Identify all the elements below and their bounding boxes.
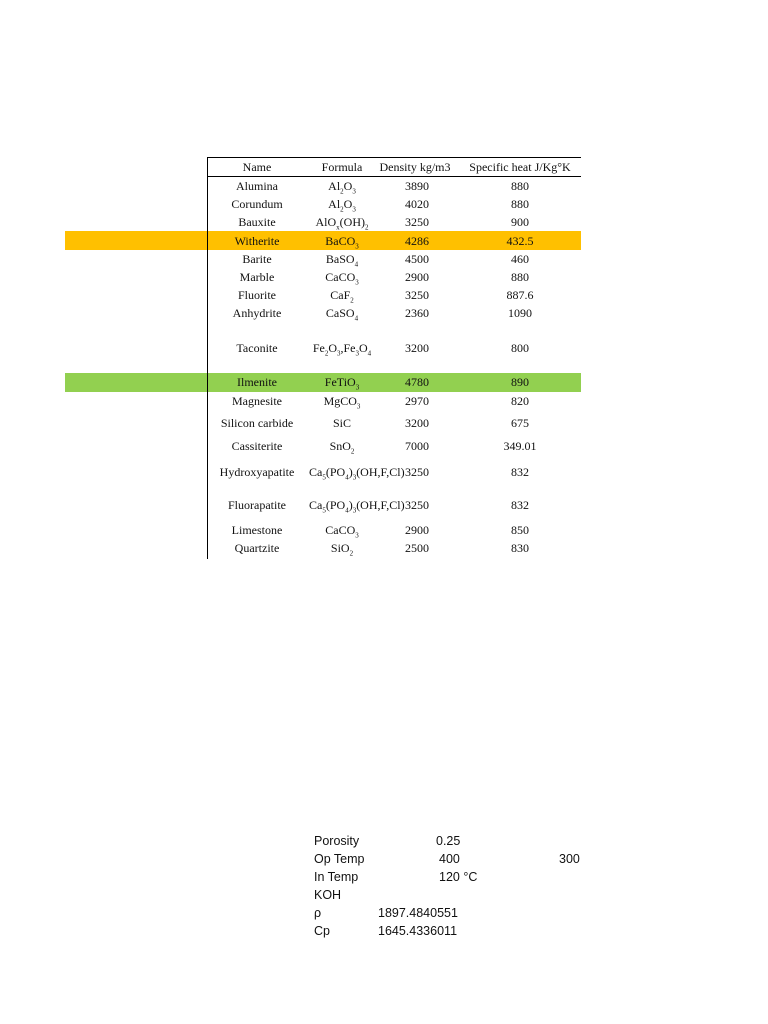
table-row-formula: $AlO_x(OH)_2$ xyxy=(315,215,369,232)
table-row-name: Fluorite xyxy=(238,288,276,302)
header-divider xyxy=(207,176,581,177)
table-row-density: 2900 xyxy=(405,270,429,284)
formula-subscript: 4 xyxy=(367,349,372,358)
formula-subscript: 5 xyxy=(322,506,326,515)
porosity-label: Porosity xyxy=(314,834,360,848)
table-row-specific-heat: 900 xyxy=(511,215,529,229)
formula-subscript: 3 xyxy=(355,349,359,358)
op-temp-label: Op Temp xyxy=(314,852,365,866)
table-row-specific-heat: 832 xyxy=(511,465,529,479)
formula-subscript: 4 xyxy=(354,260,359,269)
header-formula: Formula xyxy=(321,160,363,174)
table-row-specific-heat: 880 xyxy=(511,270,529,284)
table-row-name: Hydroxyapatite xyxy=(219,465,295,479)
cp-label: Cp xyxy=(314,924,330,938)
table-row-density: 4500 xyxy=(405,252,429,266)
table-row-specific-heat: 880 xyxy=(511,197,529,211)
formula-subscript: 2 xyxy=(350,296,354,305)
table-row-name: Corundum xyxy=(231,197,283,211)
table-row-name: Alumina xyxy=(236,179,278,193)
table-row-density: 3250 xyxy=(405,465,429,479)
table-row-density: 2500 xyxy=(405,541,429,555)
rho-label: ρ xyxy=(314,906,322,920)
table-row-name: Silicon carbide xyxy=(220,416,294,430)
table-row-formula: $Fe_2O_3,Fe_3O_4$ xyxy=(312,341,372,358)
formula-subscript: 2 xyxy=(324,349,329,358)
table-row-name: Taconite xyxy=(236,341,278,355)
op-temp-value: 400 xyxy=(439,852,460,866)
formula-subscript: 3 xyxy=(352,506,357,515)
table-row-name: Anhydrite xyxy=(232,306,282,320)
table-row-name: Bauxite xyxy=(238,215,276,229)
table-row-formula: MgCO$_3$ xyxy=(323,394,361,411)
table-row-specific-heat: 1090 xyxy=(508,306,532,320)
table-row-density: 3200 xyxy=(405,416,429,430)
table-row-specific-heat: 832 xyxy=(511,498,529,512)
in-temp-label: In Temp xyxy=(314,870,359,884)
formula-subscript: 2 xyxy=(349,549,354,558)
table-row-density: 4020 xyxy=(405,197,429,211)
formula-subscript: 4 xyxy=(354,314,359,323)
table-row-formula: $Al_2O_3$ xyxy=(328,179,356,196)
formula-subscript: 4 xyxy=(345,506,349,515)
table-row-name: Fluorapatite xyxy=(228,498,286,512)
table-row-density: 3250 xyxy=(405,215,429,229)
table-row-specific-heat: 675 xyxy=(511,416,529,430)
formula-subscript: 5 xyxy=(322,473,326,482)
table-row-name: Cassiterite xyxy=(231,439,283,453)
table-row-specific-heat: 890 xyxy=(511,375,529,389)
in-temp-value: 120 °C xyxy=(439,870,478,884)
table-row-formula: CaF$_2$ xyxy=(330,288,354,305)
porosity-value: 0.25 xyxy=(436,834,461,848)
formula-subscript: 2 xyxy=(340,187,344,196)
table-row-density: 3890 xyxy=(405,179,429,193)
op-temp-extra: 300 xyxy=(559,852,580,866)
formula-subscript: 3 xyxy=(352,205,356,214)
formula-subscript: 3 xyxy=(352,187,356,196)
table-row-name: Barite xyxy=(242,252,272,266)
table-row-formula: SiC xyxy=(332,416,352,430)
table-row-specific-heat: 820 xyxy=(511,394,529,408)
table-row-density: 4780 xyxy=(405,375,429,389)
table-row-density: 7000 xyxy=(405,439,429,453)
table-row-name: Magnesite xyxy=(232,394,282,408)
table-row-formula: CaCO$_3$ xyxy=(325,523,359,540)
table-row-density: 3250 xyxy=(405,498,429,512)
cp-value: 1645.4336011 xyxy=(378,924,458,938)
table-row-formula: $Al_2O_3$ xyxy=(328,197,356,214)
table-row-name: Witherite xyxy=(234,234,280,248)
table-row-name: Quartzite xyxy=(234,541,280,555)
table-row-specific-heat: 349.01 xyxy=(503,439,537,453)
formula-subscript: 3 xyxy=(355,383,360,392)
formula-subscript: 3 xyxy=(355,278,359,287)
formula-subscript: 3 xyxy=(356,402,361,411)
table-row-name: Limestone xyxy=(231,523,283,537)
header-density: Density kg/m3 xyxy=(379,160,451,174)
table-row-formula: CaSO$_4$ xyxy=(325,306,359,323)
rho-value: 1897.4840551 xyxy=(378,906,458,920)
table-row-specific-heat: 432.5 xyxy=(506,234,534,248)
formula-subscript: 2 xyxy=(365,223,369,232)
header-name: Name xyxy=(242,160,272,174)
koh-label: KOH xyxy=(314,888,342,902)
table-row-density: 2360 xyxy=(405,306,429,320)
formula-subscript: 3 xyxy=(355,242,359,251)
table-row-specific-heat: 460 xyxy=(511,252,529,266)
table-row-density: 3200 xyxy=(405,341,429,355)
table-row-formula: FeTiO$_3$ xyxy=(324,375,360,392)
table-row-formula: SiO$_2$ xyxy=(330,541,354,558)
formula-subscript: 3 xyxy=(352,473,357,482)
header-specific-heat: Specific heat J/Kg°K xyxy=(469,160,571,174)
table-row-formula: SnO$_2$ xyxy=(329,439,355,456)
table-row-specific-heat: 850 xyxy=(511,523,529,537)
formula-subscript: 3 xyxy=(355,531,359,540)
formula-subscript: x xyxy=(336,223,340,232)
formula-subscript: 2 xyxy=(350,447,355,456)
table-row-density: 2900 xyxy=(405,523,429,537)
table-row-specific-heat: 887.6 xyxy=(506,288,534,302)
table-row-density: 3250 xyxy=(405,288,429,302)
formula-subscript: 2 xyxy=(340,205,344,214)
table-row-formula: BaCO$_3$ xyxy=(325,234,359,251)
table-row-formula: CaCO$_3$ xyxy=(325,270,359,287)
table-row-formula: $Ca_5(PO_4)_3(OH,F,Cl)$ xyxy=(309,498,405,515)
formula-subscript: 4 xyxy=(345,473,349,482)
table-row-specific-heat: 880 xyxy=(511,179,529,193)
table-row-formula: $Ca_5(PO_4)_3(OH,F,Cl)$ xyxy=(309,465,405,482)
table-row-density: 2970 xyxy=(405,394,429,408)
table-row-specific-heat: 800 xyxy=(511,341,529,355)
table-row-density: 4286 xyxy=(405,234,429,248)
table-row-formula: BaSO$_4$ xyxy=(325,252,359,269)
table-row-specific-heat: 830 xyxy=(511,541,529,555)
formula-subscript: 3 xyxy=(337,349,341,358)
table-row-name: Marble xyxy=(239,270,275,284)
table-row-name: Ilmenite xyxy=(237,375,277,389)
